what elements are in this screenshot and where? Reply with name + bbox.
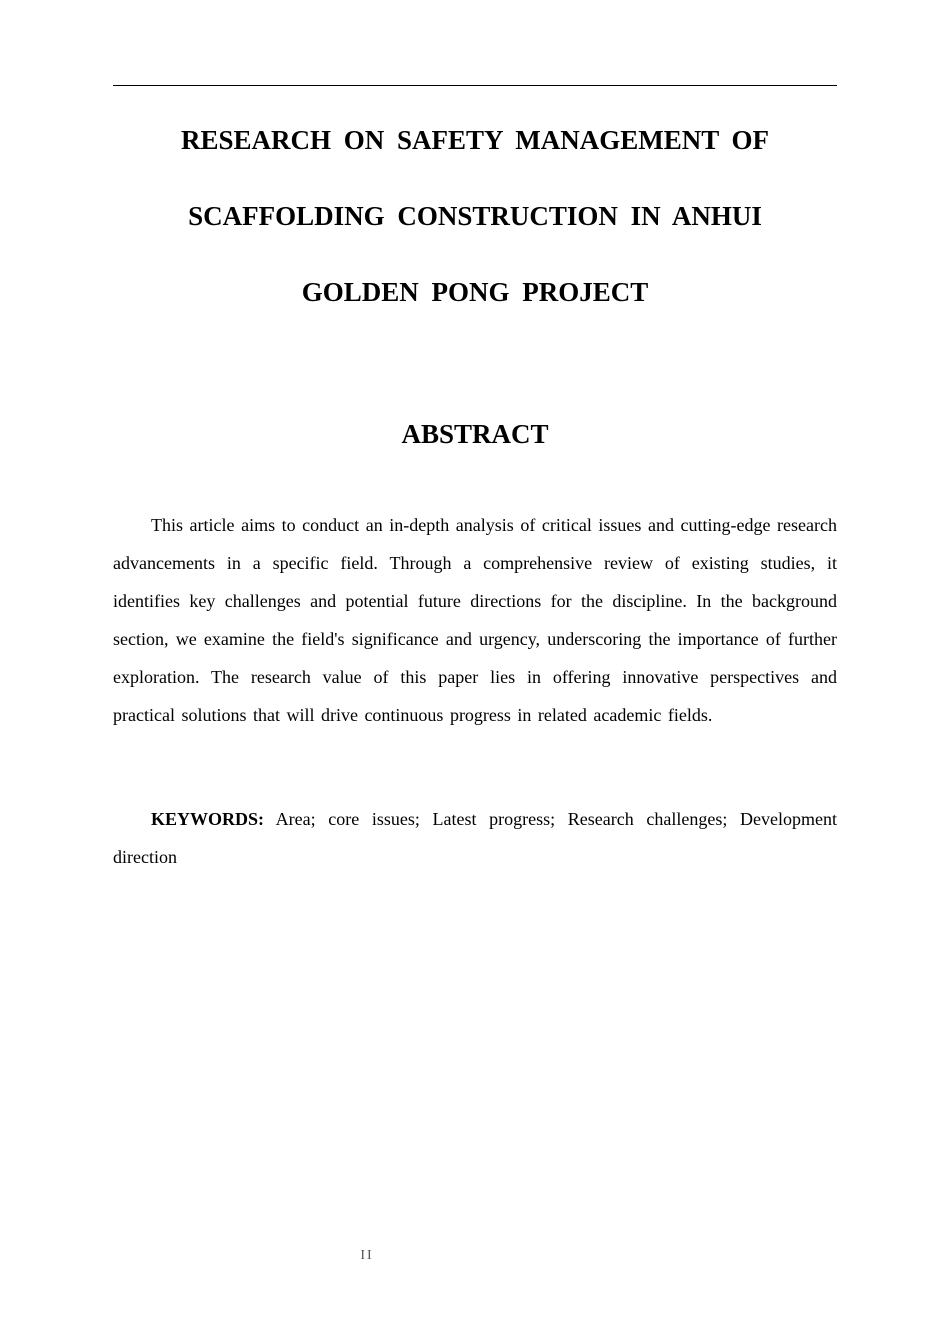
keywords-paragraph xyxy=(113,800,837,876)
paper-title xyxy=(113,102,837,330)
abstract-text: This article aims to conduct an in-depth analysis of critical issues and cutting-edge research advancements in a specific field. Through a comprehensive review of existing studies, it identifies key challenges and potential future directions for the discipline. In the background section, we examine the field's significance and urgency, underscoring the importance of further exploration. The research value of this paper lies in offering innovative perspectives and practical solutions that will drive continuous progress in related academic fields. xyxy=(113,515,837,725)
abstract-heading: ABSTRACT xyxy=(401,419,549,449)
keywords-text: Area; core issues; Latest progress; Research challenges; Development direction xyxy=(113,809,837,867)
title-line-3: GOLDEN PONG PROJECT xyxy=(301,277,649,307)
header-rule xyxy=(113,85,837,86)
title-line-1: RESEARCH ON SAFETY MANAGEMENT OF xyxy=(180,125,770,155)
title-line-2: SCAFFOLDING CONSTRUCTION IN ANHUI xyxy=(188,201,762,231)
page-number: II xyxy=(360,1248,374,1263)
keywords-label: KEYWORDS: xyxy=(151,809,265,829)
